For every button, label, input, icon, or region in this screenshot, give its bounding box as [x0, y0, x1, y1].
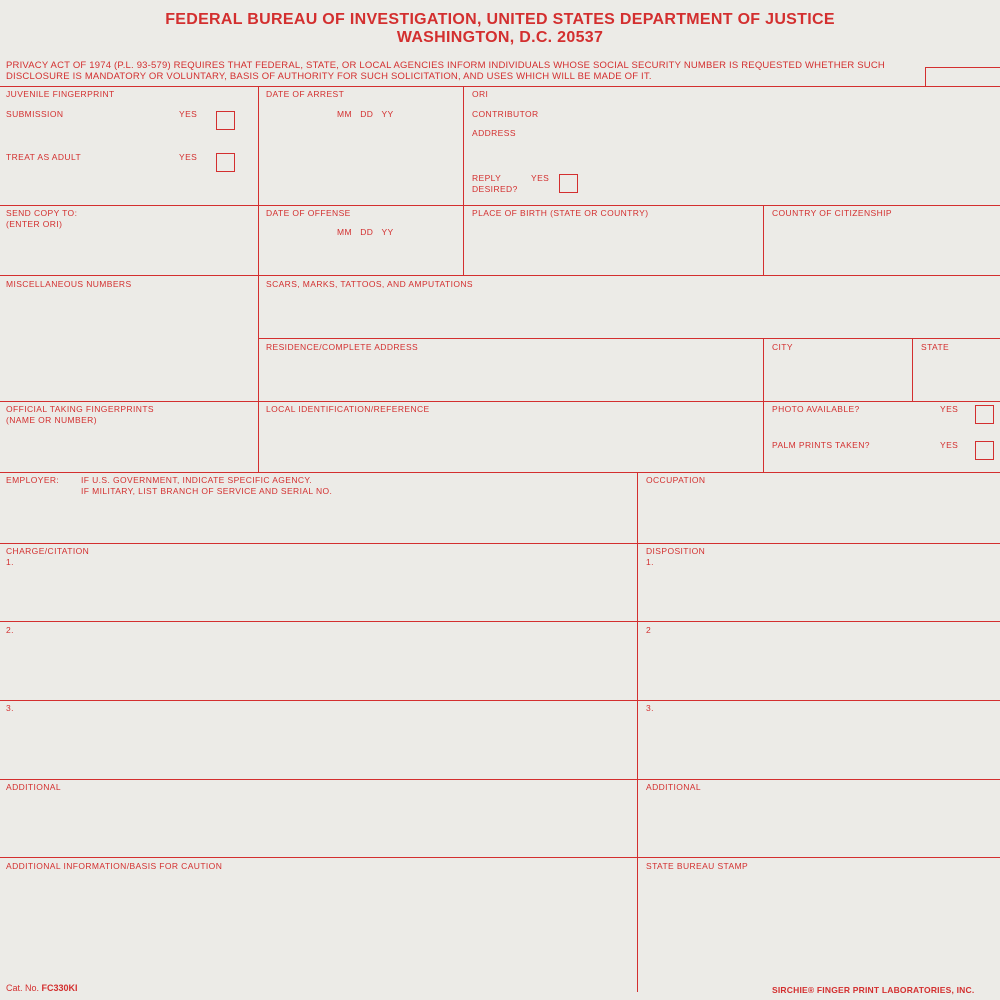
corner-box-left	[925, 67, 926, 87]
reply-yes-label: YES	[531, 173, 550, 183]
rule	[0, 86, 1000, 87]
rule	[0, 543, 1000, 544]
rule	[0, 401, 1000, 402]
disposition-number-1: 1.	[646, 557, 654, 567]
rule	[0, 700, 1000, 701]
rule	[763, 338, 764, 472]
reply-desired-checkbox[interactable]	[559, 174, 578, 193]
photo-yes-label: YES	[940, 404, 959, 414]
catalog-code: FC330KI	[41, 983, 78, 993]
official-label: OFFICIAL TAKING FINGERPRINTS (NAME OR NUMBER)	[6, 404, 155, 425]
rule	[763, 205, 764, 275]
submission-label: SUBMISSION	[6, 109, 64, 119]
rule	[637, 472, 638, 992]
send-copy-label: SEND COPY TO: (ENTER ORI)	[6, 208, 78, 229]
palm-yes-label: YES	[940, 440, 959, 450]
arrest-date-format: MM DD YY	[337, 109, 394, 119]
residence-label: RESIDENCE/COMPLETE ADDRESS	[266, 342, 419, 352]
charge-additional-label: ADDITIONAL	[6, 782, 62, 792]
corner-box-top	[925, 67, 1000, 68]
scars-label: SCARS, MARKS, TATTOOS, AND AMPUTATIONS	[266, 279, 473, 289]
employer-note: IF U.S. GOVERNMENT, INDICATE SPECIFIC AGENCY. IF MILITARY, LIST BRANCH OF SERVICE AND SERIAL NO.	[81, 475, 333, 496]
state-label: STATE	[921, 342, 950, 352]
palm-prints-label: PALM PRINTS TAKEN?	[772, 440, 870, 450]
submission-yes-label: YES	[179, 109, 198, 119]
rule	[0, 779, 1000, 780]
photo-available-label: PHOTO AVAILABLE?	[772, 404, 860, 414]
local-id-label: LOCAL IDENTIFICATION/REFERENCE	[266, 404, 430, 414]
rule	[0, 205, 1000, 206]
juvenile-label: JUVENILE FINGERPRINT	[6, 89, 115, 99]
privacy-notice: PRIVACY ACT OF 1974 (P.L. 93-579) REQUIRES THAT FEDERAL, STATE, OR LOCAL AGENCIES INFORM INDIVIDUALS WHOSE SOCIAL SECURITY NUMBER IS REQUESTED WHETHER SUCH DISCLOSURE IS MANDATORY OR VOLUNTARY, BASIS OF AUTHORITY FOR SUCH SOLICITATION, AND USES WHICH WILL BE MADE OF IT.	[6, 60, 885, 82]
date-of-offense-label: DATE OF OFFENSE	[266, 208, 351, 218]
rule	[912, 338, 913, 401]
catalog-number	[6, 983, 78, 993]
rule	[0, 275, 1000, 276]
disposition-additional-label: ADDITIONAL	[646, 782, 702, 792]
rule	[463, 86, 464, 275]
citizenship-label: COUNTRY OF CITIZENSHIP	[772, 208, 892, 218]
contributor-label: CONTRIBUTOR	[472, 109, 539, 119]
manufacturer: SIRCHIE® FINGER PRINT LABORATORIES, INC.	[772, 985, 975, 995]
rule	[258, 86, 259, 472]
submission-checkbox[interactable]	[216, 111, 235, 130]
charge-label: CHARGE/CITATION	[6, 546, 90, 556]
catalog-label: Cat. No.	[6, 983, 40, 993]
charge-number-1: 1.	[6, 557, 14, 567]
disposition-label: DISPOSITION	[646, 546, 706, 556]
disposition-number-2: 2	[646, 625, 652, 635]
palm-prints-checkbox[interactable]	[975, 441, 994, 460]
city-label: CITY	[772, 342, 793, 352]
misc-numbers-label: MISCELLANEOUS NUMBERS	[6, 279, 132, 289]
state-bureau-stamp-label: STATE BUREAU STAMP	[646, 861, 749, 871]
rule	[0, 621, 1000, 622]
occupation-label: OCCUPATION	[646, 475, 706, 485]
adult-yes-label: YES	[179, 152, 198, 162]
rule	[0, 857, 1000, 858]
treat-as-adult-label: TREAT AS ADULT	[6, 152, 82, 162]
rule	[0, 472, 1000, 473]
treat-as-adult-checkbox[interactable]	[216, 153, 235, 172]
address-label: ADDRESS	[472, 128, 516, 138]
place-of-birth-label: PLACE OF BIRTH (STATE OR COUNTRY)	[472, 208, 649, 218]
offense-date-format: MM DD YY	[337, 227, 394, 237]
charge-number-3: 3.	[6, 703, 14, 713]
reply-desired-label: REPLY DESIRED?	[472, 173, 518, 194]
employer-label: EMPLOYER:	[6, 475, 60, 485]
additional-info-label: ADDITIONAL INFORMATION/BASIS FOR CAUTION	[6, 861, 223, 871]
disposition-number-3: 3.	[646, 703, 654, 713]
rule	[258, 338, 1000, 339]
form-address: WASHINGTON, D.C. 20537	[396, 29, 604, 46]
form-title: FEDERAL BUREAU OF INVESTIGATION, UNITED STATES DEPARTMENT OF JUSTICE	[165, 11, 835, 28]
date-of-arrest-label: DATE OF ARREST	[266, 89, 345, 99]
photo-available-checkbox[interactable]	[975, 405, 994, 424]
ori-label: ORI	[472, 89, 489, 99]
charge-number-2: 2.	[6, 625, 14, 635]
